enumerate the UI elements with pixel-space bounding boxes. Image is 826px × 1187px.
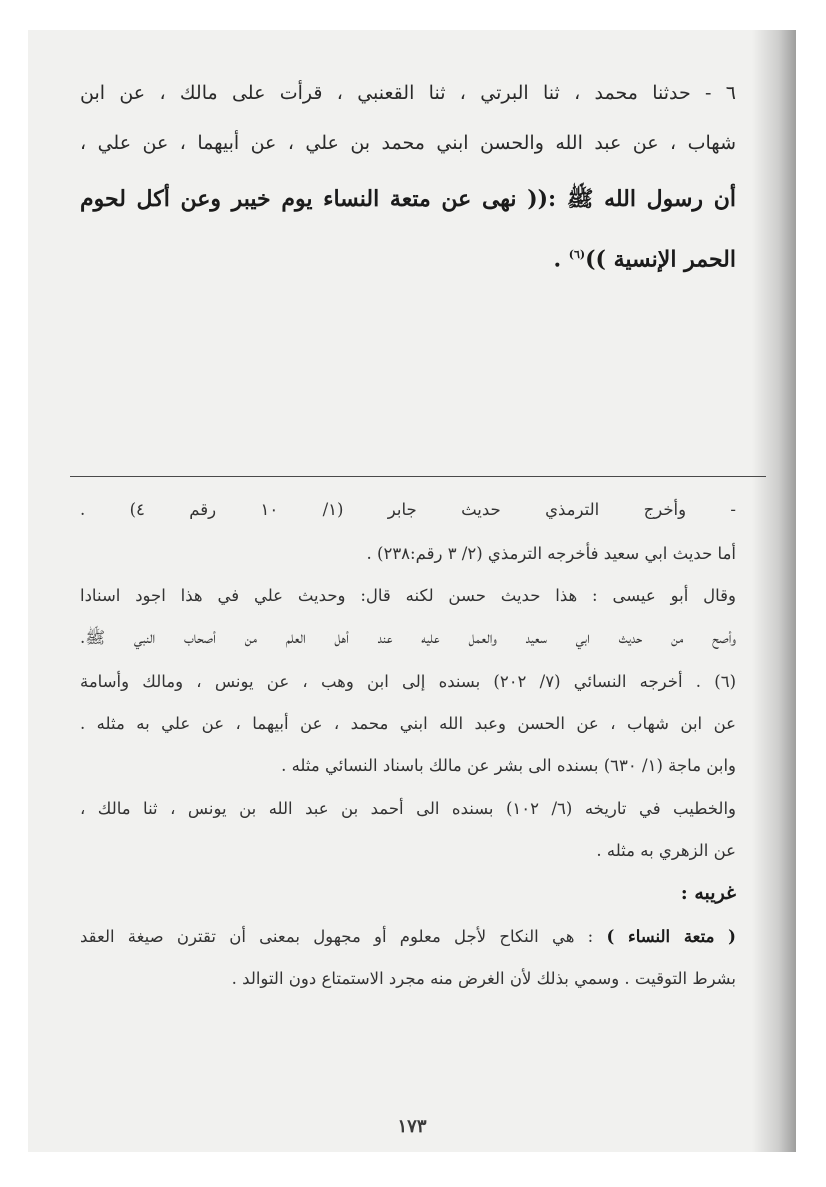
footnote-line-3: وقال أبو عيسى : هذا حديث حسن لكنه قال: وحديث علي في هذا اجود اسنادا (80, 586, 736, 605)
book-page (28, 30, 796, 1152)
footnote-marker-6: (٦) (568, 248, 586, 261)
footnote-line-6: عن ابن شهاب ، عن الحسن وعبد الله ابني محمد ، عن أبيهما ، عن علي به مثله . (80, 714, 736, 733)
footnote-separator (70, 476, 766, 477)
footnote-line-2: أما حديث ابي سعيد فأخرجه الترمذي (٢/ ٣ رقم:٢٣٨) . (366, 544, 736, 563)
footnote-line-8: والخطيب في تاريخه (٦/ ١٠٢) بسنده الى أحمد بن عبد الله بن يونس ، ثنا مالك ، (80, 799, 737, 818)
main-line-4-period: . (553, 246, 562, 273)
gharib-line-2: بشرط التوقيت . وسمي بذلك لأن الغرض منه مجرد الاستمتاع دون التوالد . (231, 969, 736, 988)
footnote-line-9: عن الزهري به مثله . (596, 841, 736, 860)
footnote-line-4: وأصح من حديث ابي سعيد والعمل عليه عند أهل العلم من أصحاب النبي ﷺ. (80, 628, 736, 647)
footnote-line-7: وابن ماجة (١/ ٦٣٠) بسنده الى بشر عن مالك باسناد النسائي مثله . (281, 756, 736, 775)
main-line-4 (80, 236, 736, 274)
page-number: ١٧٣ (397, 1116, 427, 1137)
main-line-1: ٦ - حدثنا محمد ، ثنا البرتي ، ثنا القعنبي ، قرأت على مالك ، عن ابن (80, 82, 736, 104)
page-edge-shadow (752, 30, 796, 1152)
footnote-line-1: - وأخرج الترمذي حديث جابر (١/ ١٠ رقم ٤) . (80, 500, 737, 519)
footnote-line-5: (٦) . أخرجه النسائي (٧/ ٢٠٢) بسنده إلى ابن وهب ، عن يونس ، ومالك وأسامة (80, 672, 736, 691)
main-line-4-text: الحمر الإنسية )) (585, 246, 736, 273)
gharib-definition: : هي النكاح لأجل معلوم أو مجهول بمعنى أن تقترن صيغة العقد (80, 927, 594, 946)
gharib-heading: غريبه : (680, 882, 736, 904)
gharib-term: ( متعة النساء ) (606, 927, 736, 946)
gharib-line-1 (80, 922, 736, 952)
main-line-2: شهاب ، عن عبد الله والحسن ابني محمد بن علي ، عن أبيهما ، عن علي ، (80, 132, 736, 154)
main-line-3: أن رسول الله ﷺ :(( نهى عن متعة النساء يوم خيبر وعن أكل لحوم (80, 186, 736, 212)
